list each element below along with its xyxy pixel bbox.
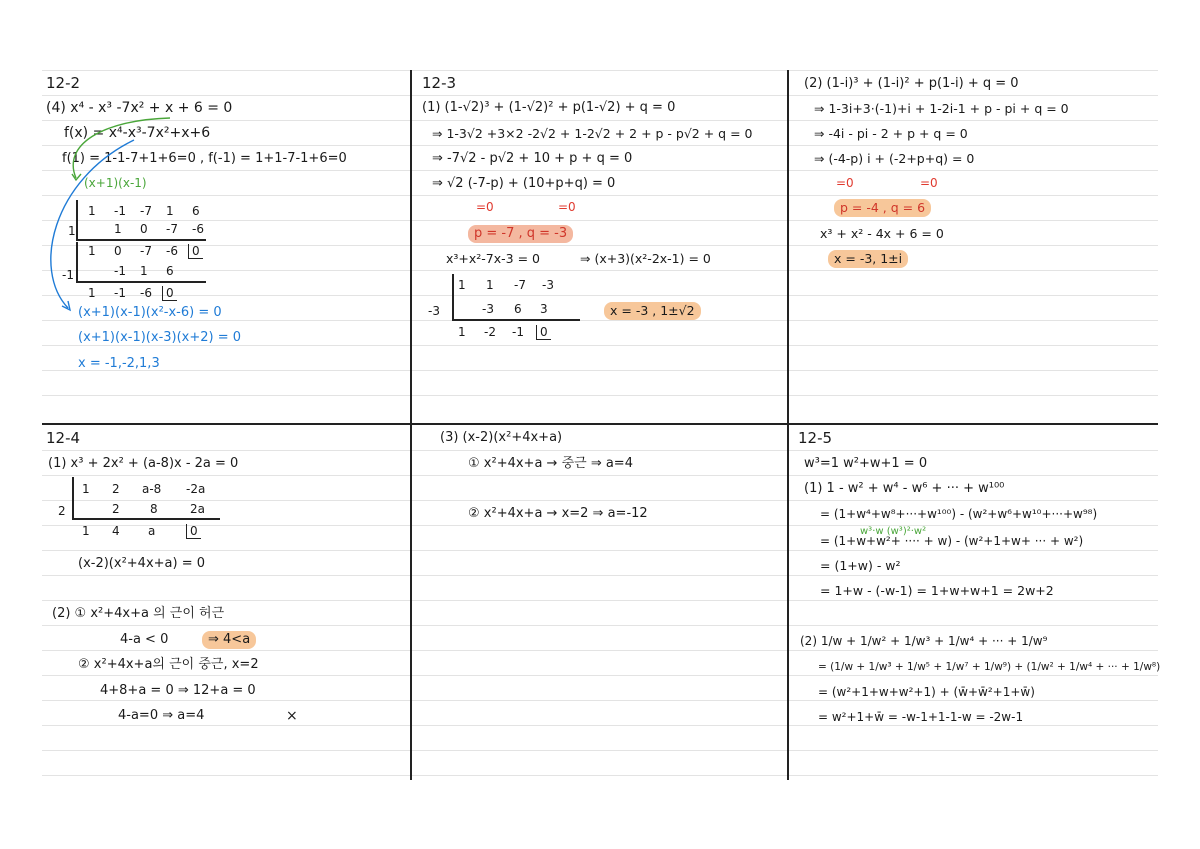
problem-header: 12-2	[46, 74, 81, 92]
syn-cell: 8	[150, 502, 158, 516]
divisor: -3	[428, 304, 440, 318]
problem-header: 12-5	[798, 429, 833, 447]
syn-cell: 1	[88, 244, 96, 258]
syn-cell: -7	[166, 222, 178, 236]
syn-cell: 6	[514, 302, 522, 316]
syn-cell: -7	[514, 278, 526, 292]
factor-note: (x+1)(x-1)	[84, 176, 147, 190]
equation-line: (1) x³ + 2x² + (a-8)x - 2a = 0	[48, 456, 239, 471]
answer-highlight: p = -7 , q = -3	[468, 225, 573, 243]
equation-line: = (1+w+w²+ ···· + w) - (w²+1+w+ ··· + w²)	[820, 534, 1084, 548]
problem-12-4-part3	[412, 425, 786, 780]
zero-condition: =0	[558, 200, 576, 214]
equation-line: (4) x⁴ - x³ -7x² + x + 6 = 0	[46, 100, 233, 116]
syn-cell: -3	[482, 302, 494, 316]
syn-cell: -7	[140, 204, 152, 218]
equation-line: ① x²+4x+a → 중근 ⇒ a=4	[468, 456, 633, 471]
problem-header: 12-3	[422, 74, 457, 92]
divisor: 2	[58, 504, 66, 518]
equation-line: ⇒ 1-3i+3·(-1)+i + 1-2i-1 + p - pi + q = 0	[814, 101, 1069, 116]
equation-line: = (w²+1+w+w²+1) + (w̄+w̄²+1+w̄)	[818, 685, 1035, 699]
syn-cell: -2	[484, 325, 496, 339]
zero-condition: =0	[476, 200, 494, 214]
equation-line: ⇒ √2 (-7-p) + (10+p+q) = 0	[432, 176, 616, 191]
syn-cell: 6	[192, 204, 200, 218]
factored-line: (x+1)(x-1)(x²-x-6) = 0	[78, 305, 222, 320]
equation-line: (1) (1-√2)³ + (1-√2)² + p(1-√2) + q = 0	[422, 100, 676, 115]
syn-cell: 1	[166, 204, 174, 218]
equation-line: ⇒ 1-3√2 +3×2 -2√2 + 1-2√2 + 2 + p - p√2 + q = 0	[432, 126, 753, 141]
syn-cell: 1	[88, 286, 96, 300]
syn-cell: 1	[458, 278, 466, 292]
equation-line: (2) 1/w + 1/w² + 1/w³ + 1/w⁴ + ··· + 1/w⁹	[800, 634, 1048, 648]
notebook-sheet	[42, 70, 1161, 780]
equation-line: = (1+w) - w²	[820, 558, 901, 573]
problem-12-2	[42, 70, 408, 422]
factored-line: (x+1)(x-1)(x-3)(x+2) = 0	[78, 330, 242, 345]
syn-cell: -6	[166, 244, 178, 258]
syn-cell: 1	[486, 278, 494, 292]
syn-cell: 1	[82, 524, 90, 538]
synthetic-row	[82, 480, 216, 498]
equation-line: ② x²+4x+a의 근이 중근, x=2	[78, 657, 259, 672]
equation-line: ② x²+4x+a → x=2 ⇒ a=-12	[468, 506, 648, 521]
remainder: 0	[188, 244, 203, 259]
syn-cell: 0	[140, 222, 148, 236]
column-divider	[787, 70, 789, 780]
problem-12-3-part2	[790, 70, 1158, 422]
syn-cell: 2	[112, 502, 120, 516]
equation-line: 4+8+a = 0 ⇒ 12+a = 0	[100, 683, 256, 698]
wrong-mark: ×	[286, 708, 298, 724]
equation-line: 4-a=0 ⇒ a=4	[118, 708, 205, 723]
annotation-arrows	[42, 70, 408, 422]
zero-condition: =0	[920, 176, 938, 190]
equation-line: (2) ① x²+4x+a 의 근이 허근	[52, 606, 225, 621]
exponent-note: w³·w (w³)²·w²	[860, 526, 927, 537]
syn-cell: -3	[542, 278, 554, 292]
roots-highlight: x = -3 , 1±√2	[604, 302, 701, 320]
equation-line: = (1/w + 1/w³ + 1/w⁵ + 1/w⁷ + 1/w⁹) + (1/w² + 1/w⁴ + ··· + 1/w⁸)	[818, 661, 1161, 673]
equation-line: f(1) = 1-1-7+1+6=0 , f(-1) = 1+1-7-1+6=0	[62, 151, 347, 166]
syn-cell: 2a	[190, 502, 205, 516]
equation-line: (1) 1 - w² + w⁴ - w⁶ + ··· + w¹⁰⁰	[804, 481, 1005, 496]
syn-cell: 4	[112, 524, 120, 538]
syn-cell: -1	[114, 286, 126, 300]
syn-cell: 0	[114, 244, 122, 258]
remainder: 0	[536, 325, 551, 340]
equation-line: (3) (x-2)(x²+4x+a)	[440, 430, 563, 445]
synthetic-row	[482, 300, 566, 318]
roots-line: x = -1,-2,1,3	[78, 356, 160, 371]
answer-highlight: p = -4 , q = 6	[834, 199, 931, 217]
syn-cell: 6	[166, 264, 174, 278]
syn-cell: -6	[140, 286, 152, 300]
syn-cell: -1	[512, 325, 524, 339]
remainder: 0	[162, 286, 177, 301]
syn-cell: 1	[82, 482, 90, 496]
equation-line: 4-a < 0	[120, 632, 169, 647]
synthetic-row	[458, 276, 570, 294]
problem-12-5	[790, 425, 1161, 780]
equation-line: (2) (1-i)³ + (1-i)² + p(1-i) + q = 0	[804, 76, 1019, 91]
equation-line: = 1+w - (-w-1) = 1+w+w+1 = 2w+2	[820, 583, 1054, 598]
synthetic-row	[82, 522, 201, 540]
equation-line: = (1+w⁴+w⁸+···+w¹⁰⁰) - (w²+w⁶+w¹⁰+···+w⁹⁸)	[820, 507, 1098, 521]
equation-line: ⇒ -7√2 - p√2 + 10 + p + q = 0	[432, 151, 633, 166]
equation-line: x³ + x² - 4x + 6 = 0	[820, 226, 944, 241]
syn-cell: 1	[114, 222, 122, 236]
divisor: 1	[68, 224, 76, 238]
problem-header: 12-4	[46, 429, 81, 447]
factored-line: (x-2)(x²+4x+a) = 0	[78, 556, 205, 571]
divisor: -1	[62, 268, 74, 282]
synthetic-row	[112, 500, 220, 518]
remainder: 0	[186, 524, 201, 539]
equation-line: ⇒ -4i - pi - 2 + p + q = 0	[814, 126, 968, 141]
syn-cell: -6	[192, 222, 204, 236]
syn-cell: 3	[540, 302, 548, 316]
equation-line: w³=1 w²+w+1 = 0	[804, 456, 928, 471]
synthetic-row	[458, 323, 551, 341]
syn-cell: -1	[114, 264, 126, 278]
equation-line: = w²+1+w̄ = -w-1+1-1-w = -2w-1	[818, 710, 1024, 724]
equation-line: ⇒ (x+3)(x²-2x-1) = 0	[580, 251, 711, 266]
syn-cell: -2a	[186, 482, 206, 496]
syn-cell: a-8	[142, 482, 162, 496]
equation-line: ⇒ (-4-p) i + (-2+p+q) = 0	[814, 151, 975, 166]
answer-highlight: ⇒ 4<a	[202, 631, 256, 649]
equation-line: x³+x²-7x-3 = 0	[446, 251, 540, 266]
syn-cell: -1	[114, 204, 126, 218]
syn-cell: 2	[112, 482, 120, 496]
zero-condition: =0	[836, 176, 854, 190]
syn-cell: -7	[140, 244, 152, 258]
problem-12-3-part1	[412, 70, 786, 422]
problem-12-4	[42, 425, 408, 780]
equation-line: f(x) = x⁴-x³-7x²+x+6	[64, 125, 211, 141]
roots-highlight: x = -3, 1±i	[828, 250, 908, 268]
syn-cell: 1	[458, 325, 466, 339]
syn-cell: 1	[88, 204, 96, 218]
syn-cell: a	[148, 524, 156, 538]
syn-cell: 1	[140, 264, 148, 278]
